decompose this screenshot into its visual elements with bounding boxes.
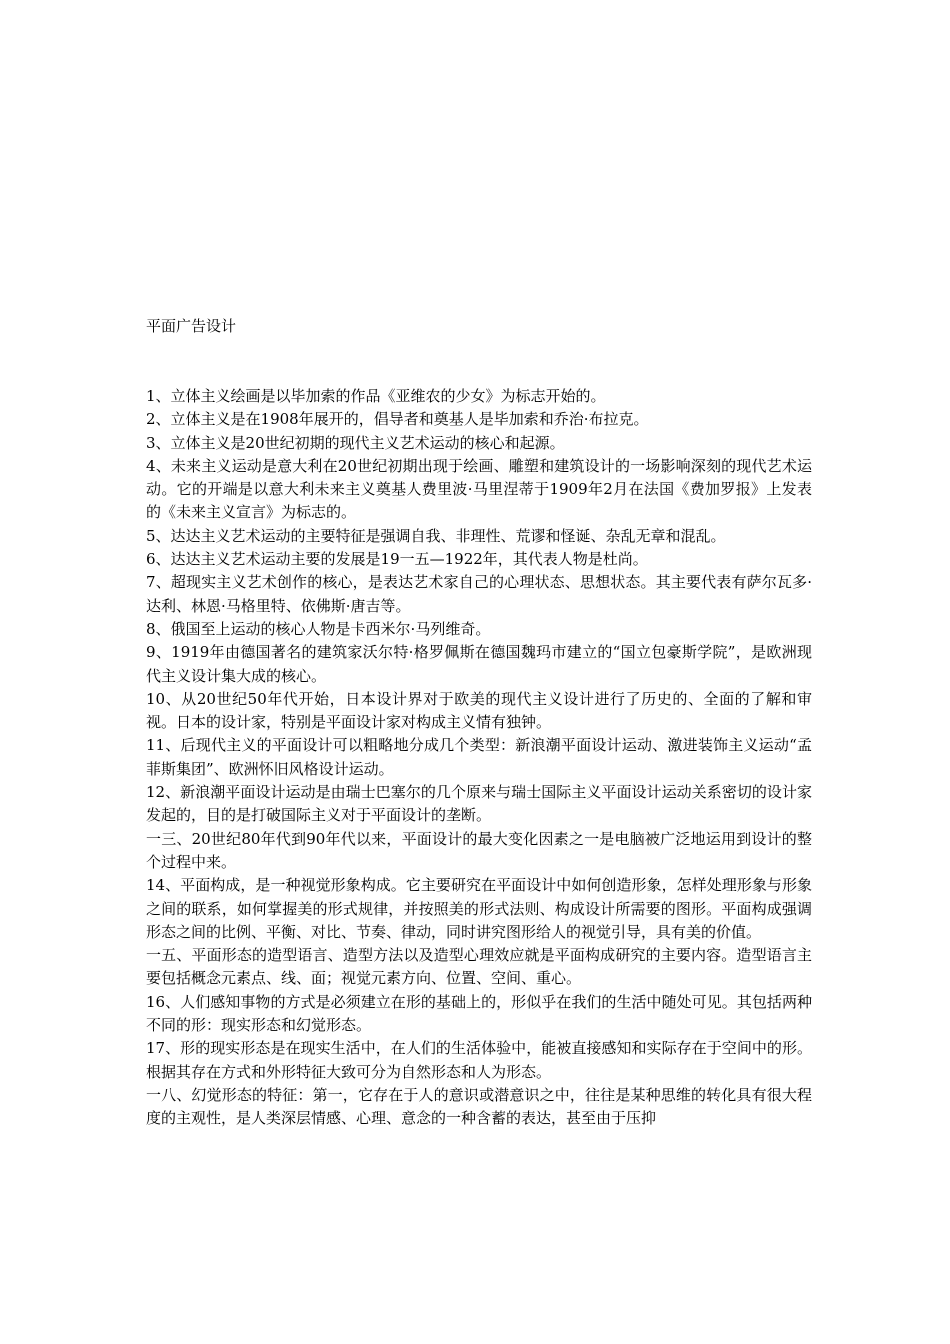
document-body <box>146 385 812 1131</box>
paragraph-4: 4、未来主义运动是意大利在20世纪初期出现于绘画、雕塑和建筑设计的一场影响深刻的现代艺术运动。它的开端是以意大利未来主义奠基人费里波·马里涅蒂于1909年2月在法国《费加罗报》上发表的《未来主义宣言》为标志的。 <box>146 456 812 522</box>
paragraph-15: 一五、平面形态的造型语言、造型方法以及造型心理效应就是平面构成研究的主要内容。造型语言主要包括概念元素点、线、面；视觉元素方向、位置、空间、重心。 <box>146 946 812 988</box>
paragraph-16: 16、人们感知事物的方式是必须建立在形的基础上的，形似乎在我们的生活中随处可见。其包括两种不同的形：现实形态和幻觉形态。 <box>146 992 812 1035</box>
paragraph-2: 2、立体主义是在1908年展开的，倡导者和奠基人是毕加索和乔治·布拉克。 <box>146 410 649 429</box>
paragraph-10: 10、从20世纪50年代开始，日本设计界对于欧美的现代主义设计进行了历史的、全面的了解和审视。日本的设计家，特别是平面设计家对构成主义情有独钟。 <box>146 689 812 732</box>
paragraph-9: 9、1919年由德国著名的建筑家沃尔特·格罗佩斯在德国魏玛市建立的“国立包豪斯学院”，是欧洲现代主义设计集大成的核心。 <box>146 643 812 685</box>
paragraph-18: 一八、幻觉形态的特征：第一，它存在于人的意识或潜意识之中，往往是某种思维的转化具有很大程度的主观性，是人类深层情感、心理、意念的一种含蓄的表达，甚至由于压抑 <box>146 1085 812 1128</box>
paragraph-17: 17、形的现实形态是在现实生活中，在人们的生活体验中，能被直接感知和实际存在于空间中的形。根据其存在方式和外形特征大致可分为自然形态和人为形态。 <box>146 1039 812 1081</box>
paragraph-6: 6、达达主义艺术运动主要的发展是19一五—1922年，其代表人物是杜尚。 <box>146 550 648 569</box>
paragraph-12: 12、新浪潮平面设计运动是由瑞士巴塞尔的几个原来与瑞士国际主义平面设计运动关系密切的设计家发起的，目的是打破国际主义对于平面设计的垄断。 <box>146 783 812 825</box>
paragraph-11: 11、后现代主义的平面设计可以粗略地分成几个类型：新浪潮平面设计运动、激进装饰主义运动“孟菲斯集团”、欧洲怀旧风格设计运动。 <box>146 736 812 778</box>
paragraph-3: 3、立体主义是20世纪初期的现代主义艺术运动的核心和起源。 <box>146 433 565 452</box>
paragraph-5: 5、达达主义艺术运动的主要特征是强调自我、非理性、荒谬和怪诞、杂乱无章和混乱。 <box>146 526 726 545</box>
document-title: 平面广告设计 <box>146 317 237 335</box>
paragraph-1: 1、立体主义绘画是以毕加索的作品《亚维农的少女》为标志开始的。 <box>146 387 606 405</box>
paragraph-14: 14、平面构成，是一种视觉形象构成。它主要研究在平面设计中如何创造形象，怎样处理形象与形象之间的联系，如何掌握美的形式规律，并按照美的形式法则、构成设计所需要的图形。平面构成强调形态之间的比例、平衡、对比、节奏、律动，同时讲究图形给人的视觉引导，具有美的价值。 <box>146 876 812 941</box>
paragraph-8: 8、俄国至上运动的核心人物是卡西米尔·马列维奇。 <box>146 619 491 638</box>
paragraph-13: 一三、20世纪80年代到90年代以来，平面设计的最大变化因素之一是电脑被广泛地运用到设计的整个过程中来。 <box>146 829 812 871</box>
paragraph-7: 7、超现实主义艺术创作的核心，是表达艺术家自己的心理状态、思想状态。其主要代表有萨尔瓦多·达利、林恩·马格里特、依佛斯·唐吉等。 <box>146 573 812 615</box>
